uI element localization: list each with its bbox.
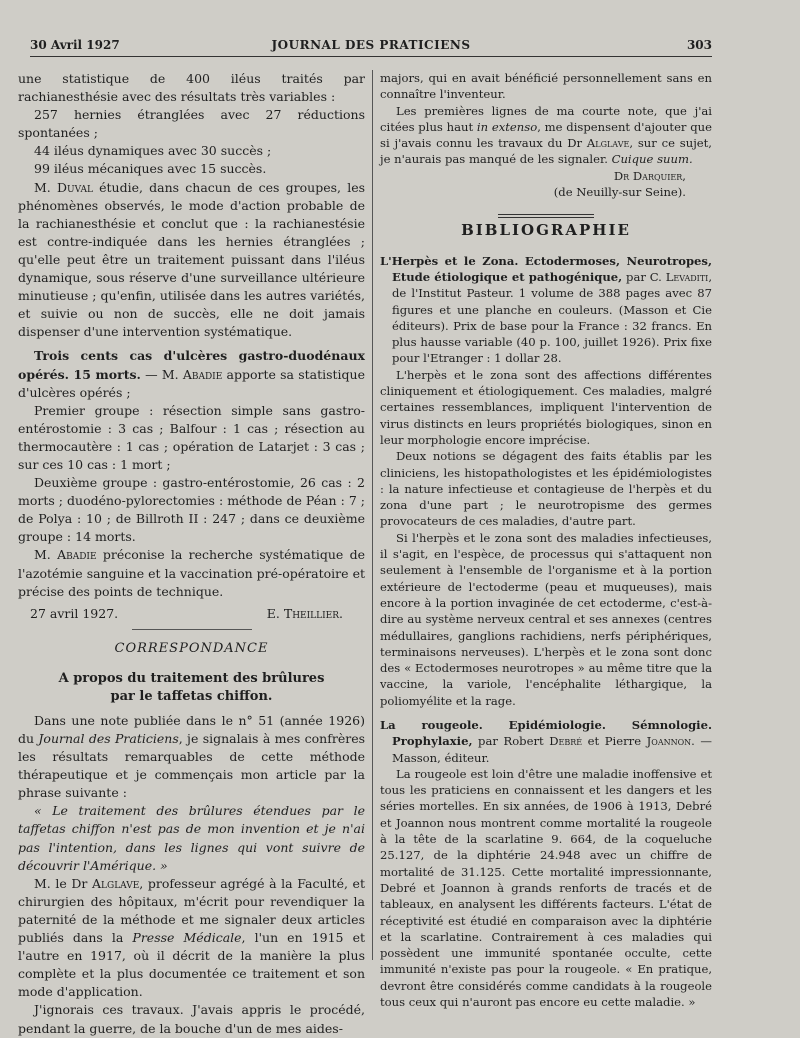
author-name: Abadie [182, 366, 223, 382]
author-name: Alglave [586, 136, 630, 151]
page-header [30, 38, 712, 57]
paragraph: M. Duval étudie, dans chacun de ces groupes, les phénomènes observés, le mode d'action probable de la rachianesthésie et conclut que : la rachianestésie est contre-indiquée dans les hernies étranglées ; qu'elle peut être un traitement puissant dans l'iléus dynamique, sous réserve d'une surveillance ultérieure minutieuse ; qu'enfin, utilisée dans les autres variétés, et suivie ou non de succès, elle ne doit jamais dispenser d'une intervention systématique. [18, 179, 365, 340]
paragraph: une statistique de 400 iléus traités par rachianesthésie avec des résultats très variables : [18, 71, 365, 105]
signature [18, 605, 365, 623]
paragraph: Dans une note publiée dans le n° 51 (année 1926) du Journal des Praticiens, je signalais à mes confrères les résultats remarquables de cette méthode thérapeutique et je commençais mon article par la phrase suivante : [18, 712, 366, 801]
left-column [18, 70, 365, 1038]
paragraph: M. le Dr Alglave, professeur agrégé à la Faculté, et chirurgien des hôpitaux, m'écrit pour revendiquer la paternité de la méthode et me signaler deux articles publiés dans la Presse Médicale, l'un en 1915 et l'autre en 1917, où il décrit de la manière la plus complète et la plus documentée ce traitement et son mode d'application. [18, 875, 365, 1000]
article-title: A propos du traitement des brûlures par le taffetas chiffon. [58, 670, 325, 704]
paragraph: Si l'herpès et le zona sont des maladies infectieuses, il s'agit, en l'espèce, de processus qui s'attaquent non seulement à l'ensemble de l'organisme et à la portion extérieure de l'ectoderme (peau et muqueuses), mais encore à la portion invaginée de cet ectoderme, c'est-à-dire au système nerveux central et ses annexes (centres médullaires, ganglions rachidiens, nerfs périphériques, terminaisons nerveuses). L'herpès et le zona sont donc des « Ectodermoses neurotropes » au même titre que la vaccine, la variole, l'encéphalite léthargique, la poliomyélite et la rage. [380, 530, 712, 708]
signature-name: Dr Darquier, [613, 168, 686, 183]
section-title: BIBLIOGRAPHIE [461, 221, 631, 240]
paragraph: 44 iléus dynamiques avec 30 succès ; [34, 143, 272, 159]
paragraph: 99 iléus mécaniques avec 15 succès. [34, 161, 267, 177]
signature-name: E. Theillier. [266, 605, 343, 621]
signature-date: 27 avril 1927. [30, 605, 119, 621]
issue-date: 30 Avril 1927 [30, 38, 120, 52]
author-name: Debré [549, 734, 583, 749]
section-title: CORRESPONDANCE [114, 640, 269, 656]
separator [498, 214, 594, 218]
right-column [380, 70, 712, 1010]
signature [380, 168, 712, 201]
author-name: Alglave [92, 875, 140, 891]
paragraph: Deuxième groupe : gastro-entérostomie, 26 cas : 2 morts ; duodéno-pylorectomies : méthode de Péan : 7 ; de Polya : 10 ; de Billroth II : 247 ; dans ce deuxième groupe : 14 morts. [18, 475, 365, 545]
paragraph: Premier groupe : résection simple sans gastro-entérostomie : 3 cas ; Balfour : 1 cas ; résection au thermocautère : 1 cas ; opération de Latarjet : 3 cas ; sur ces 10 cas : 1 mort ; [18, 402, 365, 472]
paragraph: L'herpès et le zona sont des affections différentes cliniquement et étiologiquement. Ces maladies, malgré certaines ressemblances, impliquent l'intervention de virus distincts en leurs propriétés biologiques, sinon en leur morphologie encore imprécise. [380, 367, 712, 447]
separator [132, 629, 252, 630]
paragraph: La rougeole est loin d'être une maladie inoffensive et tous les praticiens en connaissent et les dangers et les séries mortelles. En six années, de 1906 à 1913, Debré et Joannon nous montrent comme mortalité la rougeole à la tête de la scarlatine 9. 664, de la coqueluche 25.127, de la diphtérie 24.948 avec un chiffre de mortalité de 31.125. Cette mortalité impressionnante, Debré et Joannon à grands renforts de tracés et de tableaux, en analysent les différents facteurs. L'état de réceptivité est étudié en comparaison avec la diphtérie et la scarlatine. Contrairement à ces maladies qui possèdent une immunité spontanée occulte, cette immunité n'existe pas pour la rougeole. « En pratique, devront être considérés comme candidats à la rougeole tous ceux qui n'auront pas encore eu cette maladie. » [380, 766, 712, 1010]
journal-title: JOURNAL DES PRATICIENS [271, 38, 471, 52]
paragraph: Deux notions se dégagent des faits établis par les cliniciens, les histopathologistes et les épidémiologistes : la nature infectieuse et contagieuse de l'herpès et du zona d'une part ; le neurotropisme des germes provocateurs de ces maladies, d'autre part. [380, 449, 712, 529]
bibliography-entry: L'Herpès et le Zona. Ectodermoses, Neurotropes, Etude étiologique et pathogénique, par C. Levaditi, de l'Institut Pasteur. 1 volume de 388 pages avec 87 figures et une planche en couleurs. (Masson et Cie éditeurs). Prix de base pour la France : 32 francs. En plus hausse variable (40 p. 100, juillet 1926). Prix fixe pour l'Etranger : 1 dollar 28. [380, 253, 713, 366]
page-number: 303 [686, 38, 712, 52]
author-name: Joannon [646, 734, 692, 749]
paragraph: Trois cents cas d'ulcères gastro-duodénaux opérés. 15 morts. — M. Abadie apporte sa statistique d'ulcères opérés ; [18, 348, 365, 400]
subheading: Trois cents cas d'ulcères gastro-duodénaux opérés. 15 morts. [18, 348, 365, 382]
paragraph: Les premières lignes de ma courte note, que j'ai citées plus haut in extenso, me dispensent d'ajouter que si j'avais connu les travaux du Dr Alglave, sur ce sujet, je n'aurais pas manqué de les signaler. Cuique suum. [380, 103, 712, 167]
quote: « Le traitement des brûlures étendues par le taffetas chiffon n'est pas de mon invention et je n'ai pas l'intention, dans les lignes qui vont suivre de découvrir l'Amérique. » [18, 803, 365, 873]
bibliography-entry: La rougeole. Epidémiologie. Sémnologie. Prophylaxie, par Robert Debré et Pierre Joannon. — Masson, éditeur. [380, 717, 712, 765]
paragraph: majors, qui en avait bénéficié personnellement sans en connaître l'inventeur. [380, 71, 712, 102]
paragraph: M. Abadie préconise la recherche systématique de l'azotémie sanguine et la vaccination pré-opératoire et précise des points de technique. [18, 547, 366, 599]
book-title: L'Herpès et le Zona. Ectodermoses, Neurotropes, Etude étiologique et pathogénique, [380, 253, 712, 284]
author-name: Levaditi [665, 269, 709, 284]
book-title: La rougeole. Epidémiologie. Sémnologie. Prophylaxie, [380, 717, 712, 749]
paragraph: 257 hernies étranglées avec 27 réductions spontanées ; [18, 107, 365, 141]
author-name: Abadie [57, 547, 97, 563]
signature-place: (de Neuilly-sur Seine). [553, 185, 686, 200]
author-name: Duval [56, 179, 93, 195]
column-divider [372, 70, 373, 960]
paragraph: J'ignorais ces travaux. J'avais appris le procédé, pendant la guerre, de la bouche d'un de mes aides- [18, 1002, 365, 1036]
